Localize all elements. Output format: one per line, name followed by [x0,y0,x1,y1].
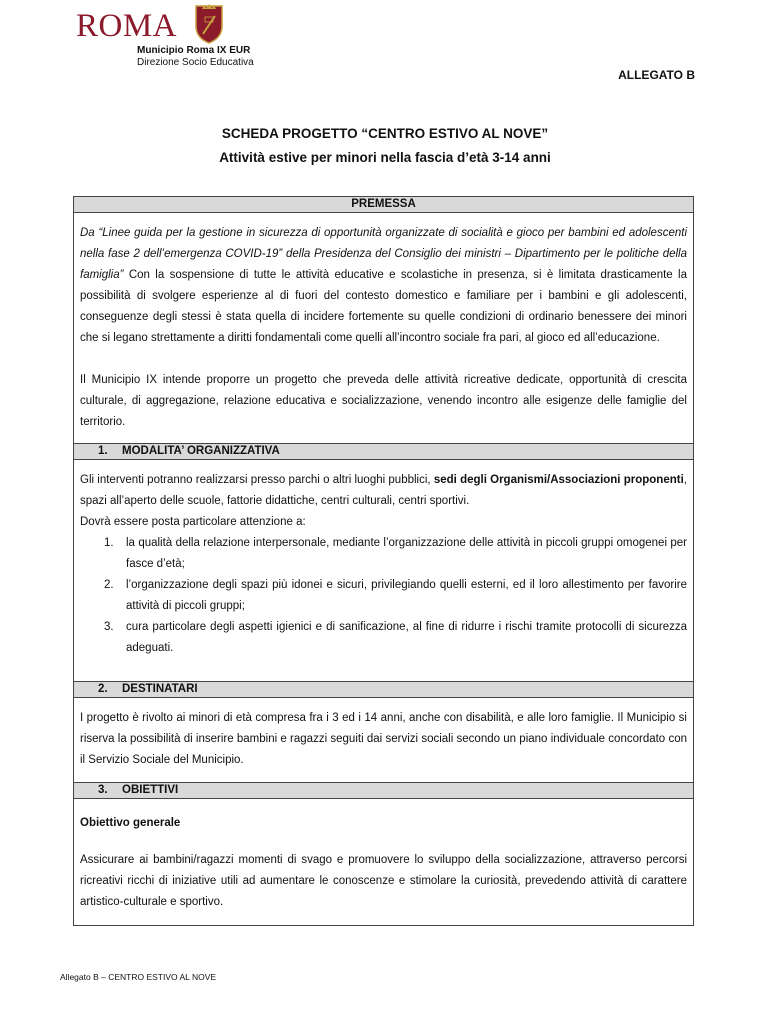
section-3-subheading: Obiettivo generale [80,817,181,829]
section-2-paragraph: I progetto è rivolto ai minori di età compresa fra i 3 ed i 14 anni, anche con disabilità, e alle loro famiglie. Il Municipio si riserva la possibilità di inserire bambini e ragazzi seguiti dai servizi sociali secondo un piano individuale concordato con il Servizio Sociale del Municipio. [80,712,687,766]
list-item: 2. l’organizzazione degli spazi più idonei e sicuri, privilegiando quelli esterni, ed il loro allestimento per favorire attività di piccoli gruppi; [104,579,687,612]
premessa-heading: PREMESSA [74,196,693,213]
municipio-label: Municipio Roma IX EUR [137,45,251,56]
allegato-label: ALLEGATO B [618,68,695,82]
roma-crest-icon [194,4,224,44]
roma-logo-text: ROMA [76,8,178,44]
premessa-intro-text: Con la sospensione di tutte le attività educative e scolastiche in presenza, si è limitata drasticamente la possibilità di svolgere esperienze al di fuori del contesto domestico e familiare per i bambini e gli adolescenti, conseguenze degli stessi è stata quella di incidere fortemente su quelle condizioni di ordinario benessere dei minori che si legano strettamente a diritti fondamentali come quelli all’incontro sociale fra pari, al gioco ed all’educazione. [80,269,687,344]
list-item: 3. cura particolare degli aspetti igienici e di sanificazione, al fine di ridurre i rischi tramite protocolli di sicurezza adeguati. [104,621,687,654]
section-1-list [80,533,687,659]
section-3-heading: 3. OBIETTIVI [74,782,693,799]
premessa-intro-italic: Da “Linee guida per la gestione in sicurezza di opportunità organizzate di socialità e gioco per bambini ed adolescenti nella fase 2 dell’emergenza COVID-19” della Presidenza del Consiglio dei ministri – Dipartimento per le politiche della famiglia” [80,227,687,281]
direzione-label: Direzione Socio Educativa [137,57,254,68]
premessa-paragraph [80,223,687,349]
page-footer: Allegato B – CENTRO ESTIVO AL NOVE [60,972,217,982]
list-item: 1. la qualità della relazione interpersonale, mediante l’organizzazione delle attività in piccoli gruppi omogenei per fasce d’età; [104,537,687,570]
section-1-heading: 1. MODALITA’ ORGANIZZATIVA [74,443,693,460]
section-2-heading: 2. DESTINATARI [74,681,693,698]
document-title: SCHEDA PROGETTO “CENTRO ESTIVO AL NOVE” [221,126,549,141]
premessa-second-paragraph: Il Municipio IX intende proporre un progetto che preveda delle attività ricreative dedicate, opportunità di crescita culturale, di aggregazione, relazione educativa e socializzazione, venendo incontro alle esigenze delle famiglie del territorio. [80,374,687,428]
document-subtitle: Attività estive per minori nella fascia d’età 3-14 anni [219,150,551,165]
section-1-paragraph: Gli interventi potranno realizzarsi presso parchi o altri luoghi pubblici, sedi degli Organismi/Associazioni proponenti, spazi all’aperto delle scuole, fattorie didattiche, centri culturali, centri sportivi. [80,474,687,507]
section-1-bold-text: sedi degli Organismi/Associazioni proponenti [433,474,684,486]
section-1-attention: Dovrà essere posta particolare attenzione a: [80,516,306,528]
section-3-paragraph: Assicurare ai bambini/ragazzi momenti di svago e promuovere lo sviluppo della socializzazione, attraverso percorsi ricreativi ricchi di iniziative utili ad aumentare le conoscenze e stimolare la curiosità, prevedendo attività di carattere artistico-culturale e sportivo. [80,854,687,908]
